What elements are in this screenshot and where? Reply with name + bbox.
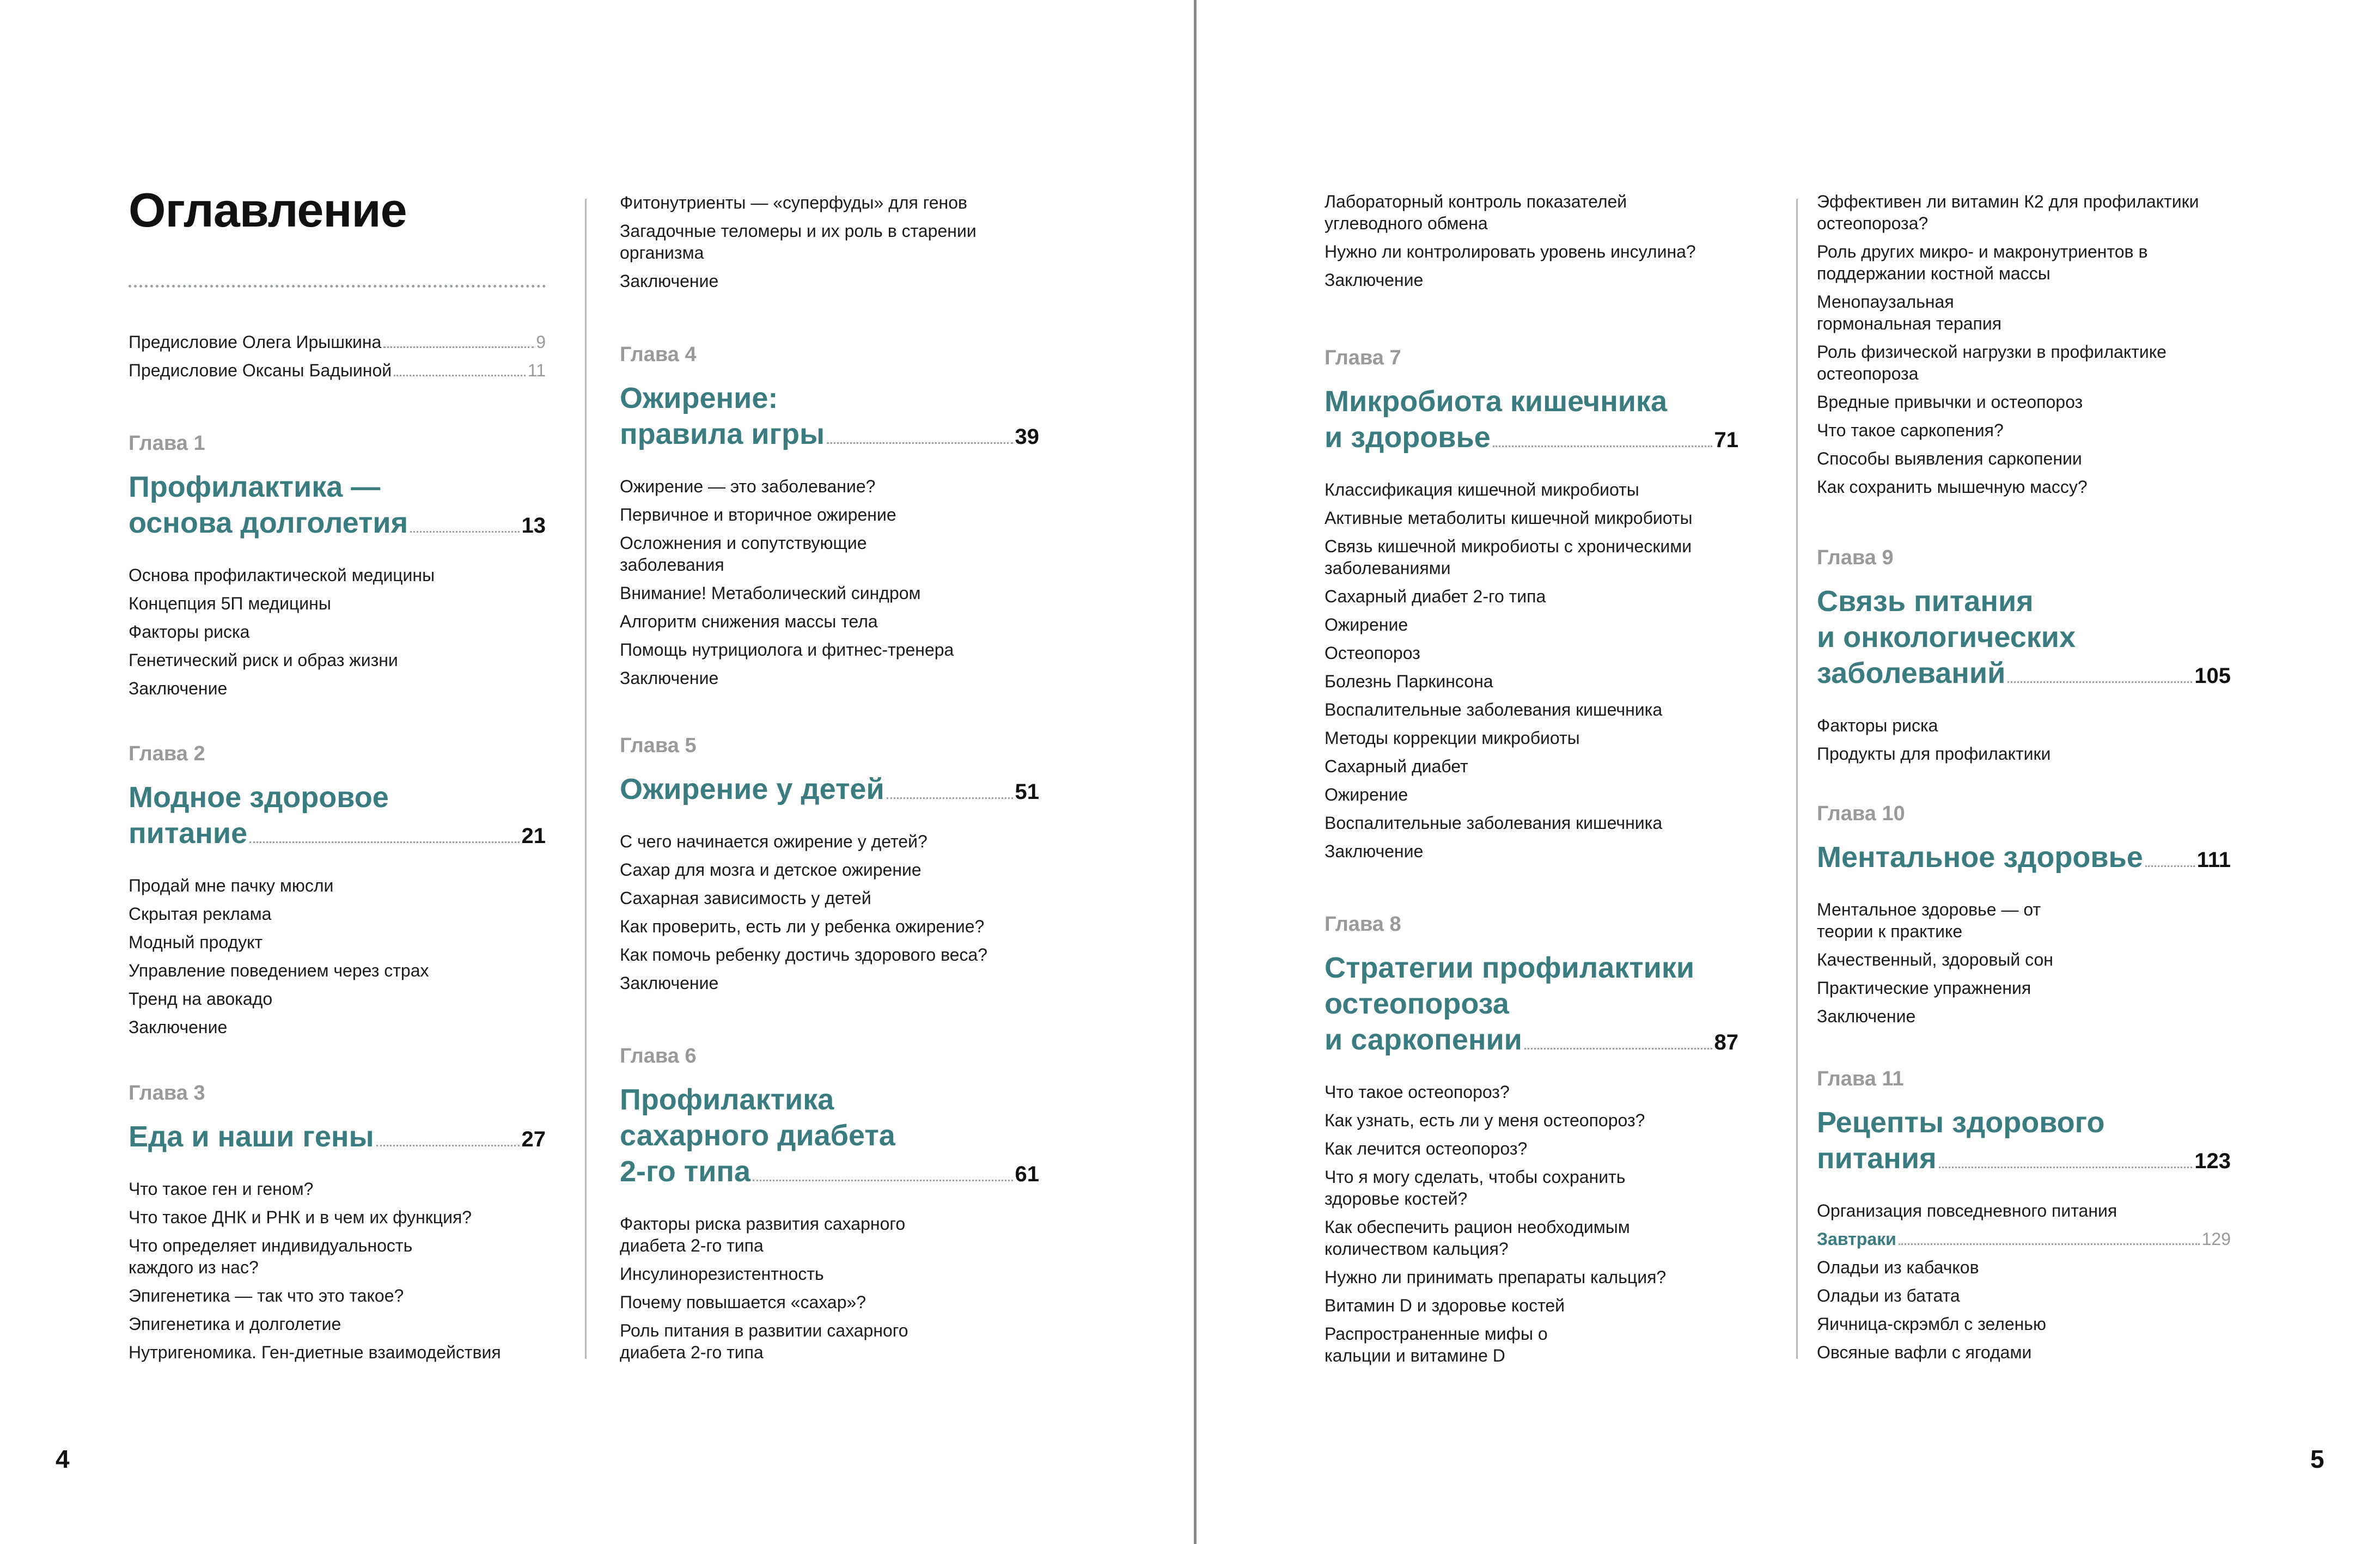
toc-item[interactable]: Активные метаболиты кишечной микробиоты: [1325, 508, 1693, 528]
subsection-label: Завтраки: [1817, 1229, 1896, 1249]
toc-item[interactable]: Как лечится остеопороз?: [1325, 1139, 1528, 1158]
toc-item[interactable]: Сахарный диабет: [1325, 756, 1468, 776]
toc-item[interactable]: Что такое остеопороз?: [1325, 1082, 1510, 1102]
chapter-label: Глава 3: [129, 1082, 205, 1104]
chapter-label: Глава 6: [620, 1045, 697, 1067]
dot-leader: [394, 375, 526, 376]
chapter-2: [129, 743, 546, 1045]
dot-leader: [887, 797, 1013, 799]
toc-item[interactable]: Лабораторный контроль показателей углеводного обмена: [1325, 192, 1627, 233]
chapter-label: Глава 8: [1325, 913, 1401, 936]
preface-entry[interactable]: [129, 361, 546, 381]
chapter-page-number: 51: [1015, 780, 1039, 804]
chapter-title[interactable]: [620, 380, 1039, 455]
dot-leader: [1899, 1243, 2200, 1245]
chapter-page-number: 71: [1714, 428, 1738, 452]
toc-item[interactable]: Продай мне пачку мюсли: [129, 876, 334, 895]
toc-item[interactable]: Остеопороз: [1325, 643, 1420, 663]
chapter-title-line: сахарного диабета: [620, 1119, 895, 1152]
chapter-8: [1325, 914, 1738, 1373]
toc-item[interactable]: Факторы риска: [129, 622, 250, 642]
chapter-title-line: заболеваний: [1817, 657, 2006, 689]
chapter-label: Глава 2: [129, 742, 205, 765]
toc-item[interactable]: Эпигенетика — так что это такое?: [129, 1286, 404, 1305]
chapter-title-line: Рецепты здорового: [1817, 1106, 2105, 1139]
toc-item[interactable]: Как обеспечить рацион необходимым количеством кальция?: [1325, 1217, 1630, 1259]
chapter-10: [1817, 803, 2231, 1034]
page-spine: [1194, 0, 1197, 1544]
dot-leader: [827, 442, 1012, 444]
toc-item[interactable]: Эпигенетика и долголетие: [129, 1314, 341, 1334]
chapter-page-number: 123: [2194, 1149, 2231, 1173]
chapter-label: Глава 5: [620, 734, 697, 757]
toc-item[interactable]: Сахарный диабет 2-го типа: [1325, 587, 1546, 606]
chapter-title-line: и онкологических: [1817, 621, 2076, 654]
toc-item[interactable]: Ментальное здоровье — от теории к практике: [1817, 900, 2041, 941]
chapter-page-number: 39: [1015, 425, 1039, 449]
toc-item[interactable]: Осложнения и сопутствующие заболевания: [620, 533, 867, 575]
chapter-title[interactable]: [1817, 1104, 2231, 1179]
toc-item[interactable]: Качественный, здоровый сон: [1817, 950, 2053, 969]
preface-entry[interactable]: [129, 332, 546, 352]
toc-item[interactable]: Как сохранить мышечную массу?: [1817, 477, 2088, 497]
toc-item[interactable]: Продукты для профилактики: [1817, 744, 2051, 764]
chapter-title-line: 2-го типа: [620, 1155, 751, 1188]
column-divider: [585, 199, 587, 1359]
chapter-4: [620, 344, 1039, 695]
toc-item[interactable]: Роль питания в развитии сахарного диабета 2-го типа: [620, 1321, 908, 1362]
preface-label: Предисловие Оксаны Бадыиной: [129, 361, 392, 380]
chapter-title-line: правила игры: [620, 418, 825, 450]
chapter-label: Глава 10: [1817, 802, 1905, 825]
toc-item[interactable]: Методы коррекции микробиоты: [1325, 728, 1580, 748]
toc-item[interactable]: Что определяет индивидуальность каждого из нас?: [129, 1236, 413, 1277]
toc-item[interactable]: Болезнь Паркинсона: [1325, 672, 1493, 691]
toc-item[interactable]: Заключение: [620, 668, 719, 688]
chapter-3: [129, 1083, 546, 1370]
column-divider: [1796, 199, 1798, 1359]
dot-leader: [753, 1180, 1012, 1181]
toc-item[interactable]: Практические упражнения: [1817, 978, 2031, 998]
page-number: 11: [527, 361, 546, 380]
chapter-title-line: и здоровье: [1325, 421, 1491, 454]
toc-item[interactable]: Роль физической нагрузки в профилактике остеопороза: [1817, 342, 2167, 383]
toc-item[interactable]: Алгоритм снижения массы тела: [620, 612, 878, 631]
toc-item[interactable]: Заключение: [1325, 270, 1424, 290]
dot-leader: [2145, 865, 2195, 867]
toc-item[interactable]: Что такое ДНК и РНК и в чем их функция?: [129, 1207, 472, 1227]
toc-item[interactable]: Ожирение: [1325, 785, 1408, 804]
page-number-right: 5: [2310, 1445, 2324, 1473]
toc-item[interactable]: Сахарная зависимость у детей: [620, 888, 871, 908]
chapter-title-line: Профилактика: [620, 1083, 834, 1116]
chapter-title-line: Связь питания: [1817, 585, 2034, 618]
toc-item[interactable]: Сахар для мозга и детское ожирение: [620, 860, 922, 880]
toc-item[interactable]: Как помочь ребенку достичь здорового веса?: [620, 945, 988, 965]
toc-item[interactable]: Скрытая реклама: [129, 904, 272, 924]
toc-item[interactable]: С чего начинается ожирение у детей?: [620, 832, 927, 851]
toc-item[interactable]: Распространенные мифы о кальции и витамине D: [1325, 1324, 1548, 1365]
toc-item[interactable]: Концепция 5П медицины: [129, 594, 331, 613]
toc-item[interactable]: Организация повседневного питания: [1817, 1201, 2117, 1220]
toc-item[interactable]: Ожирение: [1325, 615, 1408, 634]
toc-item[interactable]: Заключение: [620, 973, 719, 993]
toc-item[interactable]: Заключение: [129, 1017, 228, 1037]
chapter-title-line: и саркопении: [1325, 1023, 1522, 1056]
toc-item[interactable]: Связь кишечной микробиоты с хроническими заболеваниями: [1325, 536, 1692, 578]
toc-item[interactable]: Генетический риск и образ жизни: [129, 650, 398, 670]
toc-item[interactable]: Факторы риска: [1817, 716, 1938, 735]
toc-item[interactable]: Витамин D и здоровье костей: [1325, 1296, 1565, 1315]
toc-item[interactable]: Классификация кишечной микробиоты: [1325, 480, 1639, 499]
chapter-label: Глава 11: [1817, 1067, 1904, 1090]
chapter-7: [1325, 347, 1738, 869]
chapter-title-line: Ожирение:: [620, 382, 778, 414]
chapter-page-number: 87: [1714, 1030, 1738, 1054]
chapter-title[interactable]: [620, 771, 1039, 810]
toc-item[interactable]: Загадочные теломеры и их роль в старении организма: [620, 221, 977, 263]
toc-item[interactable]: Модный продукт: [129, 932, 263, 952]
chapter-title[interactable]: [129, 1119, 546, 1157]
toc-item[interactable]: Оладьи из батата: [1817, 1286, 1960, 1305]
toc-item[interactable]: Нужно ли контролировать уровень инсулина?: [1325, 242, 1696, 261]
toc-item[interactable]: Вредные привычки и остеопороз: [1817, 392, 2083, 412]
toc-item[interactable]: Эффективен ли витамин К2 для профилактики остеопороза?: [1817, 192, 2199, 233]
chapter-title-line: Ожирение у детей: [620, 773, 884, 805]
chapter-9: [1817, 547, 2231, 771]
chapter-label: Глава 4: [620, 343, 697, 366]
toc-item[interactable]: Что я могу сделать, чтобы сохранить здоровье костей?: [1325, 1167, 1626, 1209]
dot-leader: [410, 531, 519, 533]
chapter-title[interactable]: [1817, 839, 2231, 878]
chapter-page-number: 61: [1015, 1162, 1039, 1186]
dot-leader: [1524, 1048, 1712, 1049]
chapter-title-line: Стратегии профилактики: [1325, 951, 1695, 984]
toc-item[interactable]: Овсяные вафли с ягодами: [1817, 1342, 2032, 1362]
toc-title: Оглавление: [129, 183, 407, 237]
chapter-6: [620, 1046, 1039, 1370]
dot-leader: [376, 1145, 520, 1146]
toc-item[interactable]: Способы выявления саркопении: [1817, 449, 2082, 468]
chapter-page-number: 111: [2196, 848, 2231, 872]
toc-item[interactable]: Оладьи из кабачков: [1817, 1258, 1979, 1277]
chapter-3-continued: [620, 192, 1045, 298]
toc-item[interactable]: Управление поведением через страх: [129, 961, 429, 980]
toc-item[interactable]: Факторы риска развития сахарного диабета 2-го типа: [620, 1214, 906, 1255]
toc-item[interactable]: Что такое ген и геном?: [129, 1179, 314, 1199]
toc-item[interactable]: Воспалительные заболевания кишечника: [1325, 813, 1663, 833]
chapter-1: [129, 433, 546, 706]
toc-item[interactable]: Что такое саркопения?: [1817, 420, 2004, 440]
chapter-title[interactable]: [620, 1082, 1039, 1192]
toc-item[interactable]: Заключение: [1325, 841, 1424, 861]
toc-item[interactable]: Роль других микро- и макронутриентов в поддержании костной массы: [1817, 242, 2148, 283]
toc-item[interactable]: Основа профилактической медицины: [129, 565, 435, 585]
toc-item[interactable]: Нужно ли принимать препараты кальция?: [1325, 1267, 1667, 1287]
chapter-page-number: 27: [521, 1127, 546, 1151]
toc-item[interactable]: Первичное и вторичное ожирение: [620, 505, 896, 524]
toc-item[interactable]: Как узнать, есть ли у меня остеопороз?: [1325, 1110, 1645, 1130]
page-number-left: 4: [56, 1445, 70, 1473]
toc-item[interactable]: Ожирение — это заболевание?: [620, 477, 876, 496]
chapter-page-number: 105: [2194, 664, 2231, 688]
chapter-title[interactable]: [1817, 583, 2231, 694]
chapter-label: Глава 1: [129, 432, 205, 455]
chapter-title-line: Профилактика —: [129, 471, 381, 503]
chapter-label: Глава 7: [1325, 346, 1401, 369]
chapter-title[interactable]: [1325, 950, 1738, 1060]
chapter-11: [1817, 1069, 2231, 1370]
toc-item[interactable]: Помощь нутрициолога и фитнес-тренера: [620, 640, 954, 660]
toc-item[interactable]: Как проверить, есть ли у ребенка ожирение?: [620, 917, 985, 936]
toc-item[interactable]: Нутригеномика. Ген-диетные взаимодействия: [129, 1342, 501, 1362]
page-number: 129: [2201, 1229, 2231, 1249]
toc-item[interactable]: Заключение: [620, 271, 719, 291]
chapter-title[interactable]: [129, 469, 546, 544]
chapter-title-line: Модное здоровое: [129, 781, 389, 814]
preface-label: Предисловие Олега Ирышкина: [129, 332, 382, 352]
toc-item[interactable]: Заключение: [129, 679, 228, 698]
chapter-title-line: питание: [129, 817, 248, 850]
toc-item[interactable]: Внимание! Метаболический синдром: [620, 583, 921, 603]
chapter-5: [620, 735, 1039, 1000]
page-number: 9: [536, 332, 546, 352]
dot-leader: [1939, 1167, 2193, 1168]
chapter-title-line: Ментальное здоровье: [1817, 841, 2143, 874]
chapter-title-line: основа долголетия: [129, 506, 408, 539]
chapter-title-line: остеопороза: [1325, 987, 1509, 1020]
toc-item[interactable]: Тренд на авокадо: [129, 989, 273, 1009]
dot-leader: [249, 841, 519, 843]
toc-item[interactable]: Менопаузальная гормональная терапия: [1817, 292, 2002, 333]
chapter-7-prev-continued: [1325, 191, 1760, 297]
chapter-title-line: питания: [1817, 1142, 1937, 1175]
chapter-title-line: Микробиота кишечника: [1325, 385, 1667, 418]
dot-leader: [2007, 681, 2192, 683]
chapter-title[interactable]: [129, 779, 546, 854]
chapter-title-line: Еда и наши гены: [129, 1120, 374, 1153]
toc-subsection[interactable]: [1817, 1228, 2231, 1250]
chapter-page-number: 13: [521, 514, 546, 538]
toc-item[interactable]: Воспалительные заболевания кишечника: [1325, 700, 1663, 719]
toc-item[interactable]: Почему повышается «сахар»?: [620, 1292, 866, 1312]
dot-leader: [383, 346, 534, 348]
chapter-page-number: 21: [521, 824, 546, 848]
toc-item[interactable]: Заключение: [1817, 1006, 1916, 1026]
chapter-label: Глава 9: [1817, 546, 1894, 569]
toc-item[interactable]: Инсулинорезистентность: [620, 1264, 824, 1284]
toc-item[interactable]: Фитонутриенты — «суперфуды» для генов: [620, 193, 967, 212]
toc-item[interactable]: Яичница-скрэмбл с зеленью: [1817, 1314, 2046, 1334]
dot-leader: [1493, 445, 1712, 447]
chapter-8-continued: [1817, 191, 2253, 504]
chapter-title[interactable]: [1325, 383, 1738, 458]
title-divider: [129, 285, 546, 288]
